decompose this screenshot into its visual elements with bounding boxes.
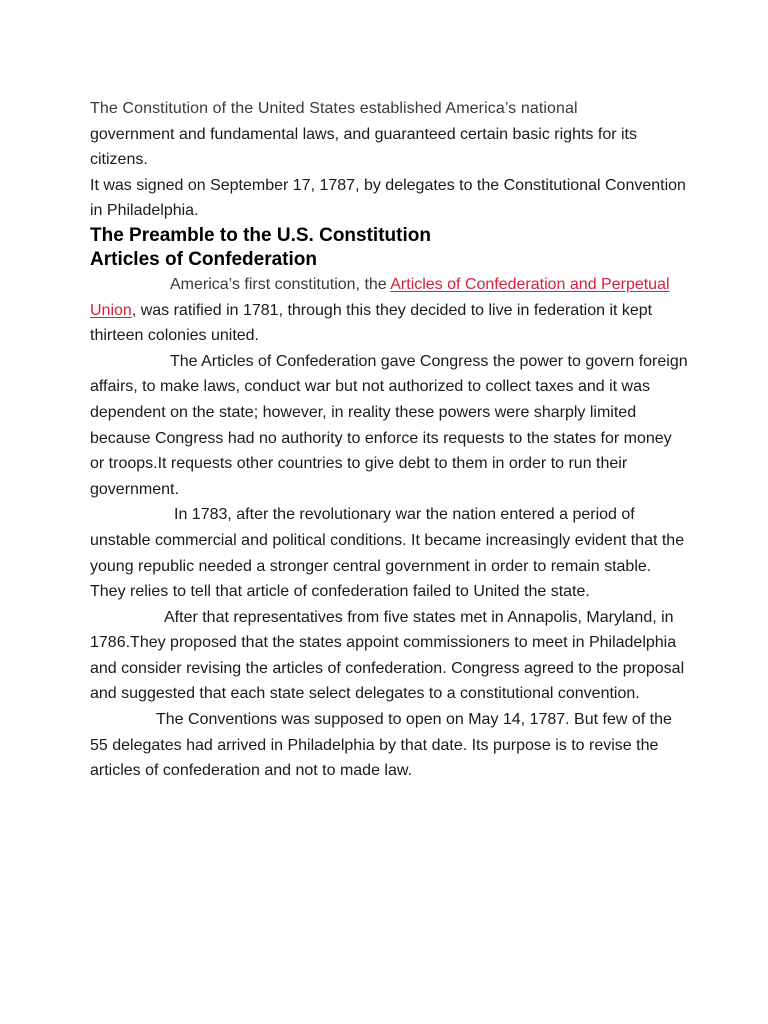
document-page [90, 96, 690, 784]
intro-section [90, 96, 690, 224]
paragraph-congress-powers: The Articles of Confederation gave Congress the power to govern foreign affairs, to make laws, conduct war but not authorized to collect taxes and it was dependent on the state; however, in reality these powers were sharply limited because Congress had no authority to enforce its requests to the states for money or troops.It requests other countries to give debt to them in order to run their government. [90, 352, 688, 498]
intro-signing-paragraph: It was signed on September 17, 1787, by delegates to the Constitutional Convention in Philadelphia. [90, 176, 686, 220]
paragraph-1783: In 1783, after the revolutionary war the nation entered a period of unstable commercial and political conditions. It became increasingly evident that the young republic needed a stronger central government in order to remain stable. They relies to tell that article of confederation failed to United the state. [90, 506, 685, 601]
paragraph-first-constitution [90, 272, 690, 349]
paragraph-convention: The Conventions was supposed to open on May 14, 1787. But few of the 55 delegates had arrived in Philadelphia by that date. Its purpose is to revise the articles of confederation and not to made law. [90, 711, 672, 780]
intro-paragraph-rest: government and fundamental laws, and guaranteed certain basic rights for its citizens. [90, 125, 637, 169]
paragraph-first-constitution-rest: , was ratified in 1781, through this they decided to live in federation it kept thirteen colonies united. [90, 301, 653, 345]
intro-line-1: The Constitution of the United States established America’s national [90, 100, 578, 117]
articles-of-confederation-link[interactable]: Articles of Confederation and Perpetual Union [90, 275, 670, 319]
heading-block [90, 224, 690, 272]
paragraph-first-constitution-lead: America’s first constitution, the [170, 275, 391, 293]
paragraph-annapolis: After that representatives from five states met in Annapolis, Maryland, in 1786.They proposed that the states appoint commissioners to meet in Philadelphia and consider revising the articles of confederation. Congress agreed to the proposal and suggested that each state select delegates to a constitutional convention. [90, 608, 685, 703]
preamble-heading: The Preamble to the U.S. Constitution [90, 224, 431, 246]
articles-heading: Articles of Confederation [90, 248, 317, 270]
